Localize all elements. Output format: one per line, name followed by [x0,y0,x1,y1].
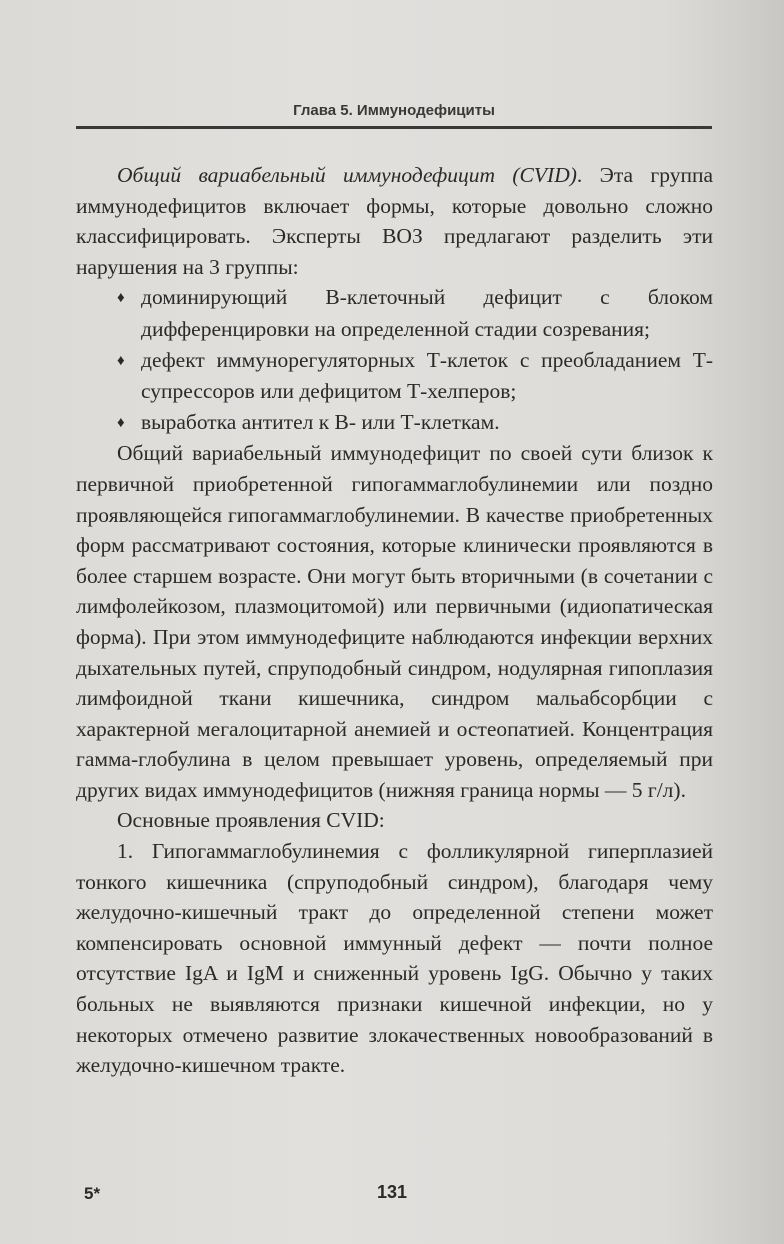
running-header [76,100,712,129]
term-cvid: Общий вариабельный иммунодефицит (CVID) [117,163,577,187]
chapter-title: Глава 5. Иммунодефициты [293,102,495,119]
signature-mark: 5* [84,1184,101,1203]
list-item-text: выработка антител к В- или Т-клеткам. [141,409,500,434]
list-item-text: доминирующий В-клеточный дефицит с блоком дифференцировки на определенной стадии созревания; [141,285,713,341]
list-item [76,345,713,407]
list-item [76,282,713,344]
paragraph-manifestation-1: 1. Гипогаммаглобулинемия с фолликулярной гиперплазией тонкого кишечника (спруподобный синдром), благодаря чему желудочно-кишечный тракт до определенной степени может компенсировать основной иммунный дефект — почти полное отсутствие IgA и IgM и сниженный уровень IgG. Обычно у таких больных не выявляются признаки кишечной инфекции, но у некоторых отмечено развитие злокачественных новообразований в желудочно-кишечном тракте. [76,839,713,1078]
list-item [76,407,713,439]
diamond-bullet-icon: ♦ [117,290,125,307]
page-number: 131 [376,1182,408,1202]
paragraph-manifestations-heading: Основные проявления CVID: [117,808,385,833]
list-item-text: дефект иммунорегуляторных Т-клеток с преобладанием Т-супрессоров или дефицитом Т-хелперов; [141,347,713,404]
diamond-bullet-icon: ♦ [117,414,125,431]
page-body [76,160,713,1081]
paragraph-cvid-intro-text: . Эта группа иммунодефицитов включает формы, которые довольно сложно классифицировать. Эксперты ВОЗ предлагают разделить эти нарушения на 3 группы: [76,163,714,279]
diamond-bullet-icon: ♦ [117,352,125,369]
paragraph-description: Общий вариабельный иммунодефицит по своей сути близок к первичной приобретенной гипогаммаглобулинемии или поздно проявляющейся гипогаммаглобулинемии. В качестве приобретенных форм рассматривают состояния, которые клинически проявляются в более старшем возрасте. Они могут быть вторичными (в сочетании с лимфолейкозом, плазмоцитомой) или первичными (идиопатическая форма). При этом иммунодефиците наблюдаются инфекции верхних дыхательных путей, спруподобный синдром, нодулярная гипоплазия лимфоидной ткани кишечника, синдром мальабсорбции с характерной мегалоцитарной анемией и остеопатией. Концентрация гамма-глобулина в целом превышает уровень, определяемый при других видах иммунодефицитов (нижняя граница нормы — 5 г/л). [76,441,713,802]
paragraph-cvid-intro [76,160,713,282]
